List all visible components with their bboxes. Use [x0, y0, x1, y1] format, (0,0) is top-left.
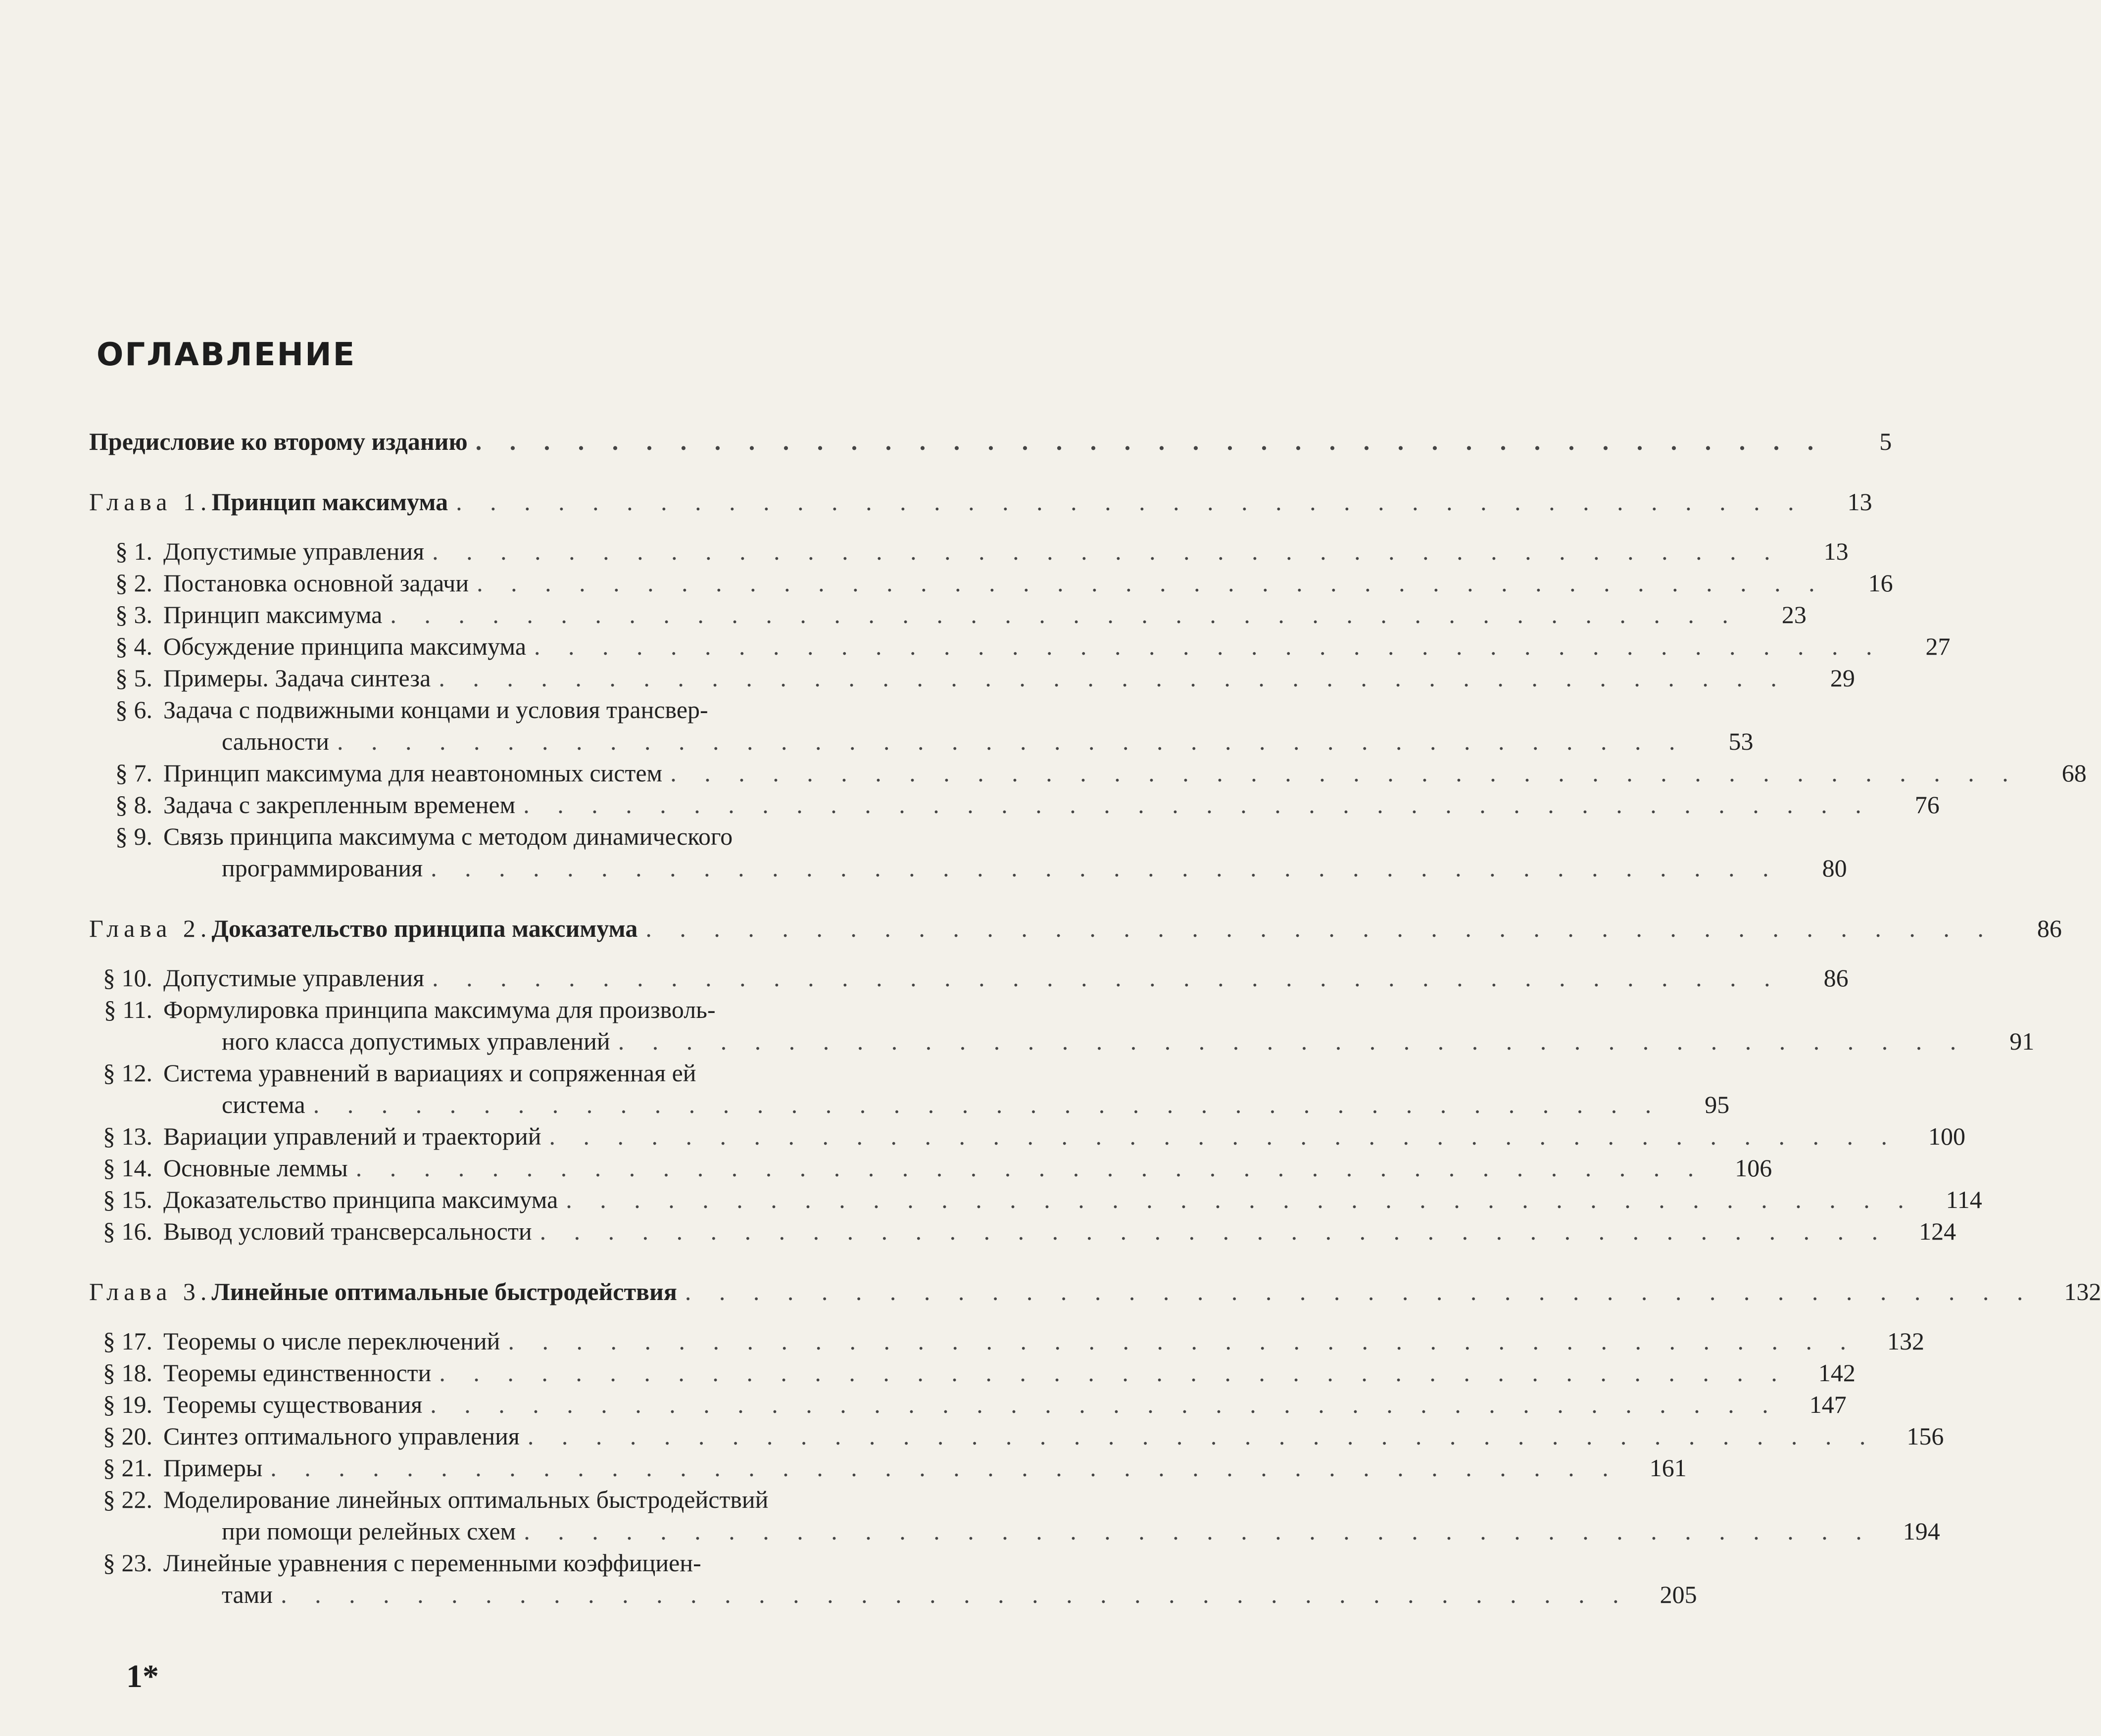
section-title-wrap: [89, 1579, 1638, 1610]
section-number: § 14.: [103, 1154, 152, 1182]
section-title: Теоремы существования: [163, 1391, 423, 1418]
spacer: [89, 944, 1133, 962]
page-number: 13: [1847, 488, 1872, 516]
page-number: 23: [1781, 601, 1807, 628]
preface-title-wrap: [89, 426, 1832, 457]
section-title: Принцип максимума для неавтономных систем: [163, 759, 663, 787]
toc-section-entry: [89, 1057, 1133, 1089]
leader-dots: . . . . . . . . . . . . . . . . . . . . . . . . . . . . . . . . . . . . . . . .: [618, 1027, 1967, 1055]
section-title-wrap: [89, 1515, 1881, 1547]
page-number: 29: [1830, 664, 1855, 692]
page-number: 161: [1649, 1454, 1687, 1482]
section-number: § 6.: [115, 696, 152, 723]
toc-section-entry: [89, 1120, 1966, 1152]
section-title: Основные леммы: [163, 1154, 348, 1182]
section-number: § 9.: [115, 822, 152, 850]
toc-chapter-2: [89, 913, 2062, 944]
toc-section-entry: [89, 994, 1133, 1025]
section-title: сальности: [222, 727, 329, 755]
section-title-wrap: [163, 820, 1074, 852]
chapter-title: Принцип максимума: [211, 488, 448, 516]
section-title-wrap: [89, 1025, 1975, 1057]
section-number: § 11.: [103, 996, 152, 1023]
section-title-wrap: [89, 725, 1694, 757]
section-number: § 17.: [103, 1327, 152, 1355]
leader-dots: . . . . . . . . . . . . . . . . . . . . . . . . . . . . . . . . . . . . . . . .: [508, 1327, 1857, 1355]
chapter-label: Глава 3.: [89, 1278, 212, 1305]
chapter-heading: [89, 913, 2003, 944]
leader-dots: . . . . . . . . . . . . . . . . . . . . . . . . . . . . . . . . . . . . . . . .: [313, 1091, 1662, 1118]
page-number: 156: [1906, 1422, 1944, 1450]
section-number: § 1.: [115, 537, 152, 565]
section-title-wrap: [163, 1325, 1865, 1357]
signature-mark: 1*: [126, 1658, 159, 1694]
page-number: 86: [2037, 915, 2062, 942]
section-title: Постановка основной задачи: [163, 569, 469, 597]
section-title: Система уравнений в вариациях и сопряженная ей: [163, 1059, 696, 1087]
page-number: 106: [1735, 1154, 1772, 1182]
section-title-wrap: [89, 852, 1788, 884]
toc-section-continuation: [89, 852, 1847, 884]
page-number: 132: [2064, 1278, 2101, 1305]
section-number: § 13.: [103, 1122, 152, 1150]
spacer: [89, 1247, 1133, 1276]
section-title-wrap: [163, 694, 1074, 725]
section-title-wrap: [163, 662, 1796, 694]
section-number: § 7.: [115, 759, 152, 787]
section-title: ного класса допустимых управлений: [222, 1027, 610, 1055]
section-title-wrap: [163, 599, 1747, 630]
section-number: § 10.: [103, 964, 152, 992]
section-title-wrap: [163, 630, 1891, 662]
page-number: 142: [1818, 1359, 1856, 1387]
page-number: 76: [1914, 791, 1940, 819]
section-title: Задача с закрепленным временем: [163, 791, 516, 819]
section-title-wrap: [163, 1152, 1712, 1184]
section-number: § 2.: [115, 569, 152, 597]
page-number: 91: [2009, 1027, 2035, 1055]
chapter-heading: [89, 486, 1813, 518]
toc-section-entry: [89, 1484, 1133, 1515]
section-title-wrap: [163, 757, 2027, 789]
section-title-wrap: [163, 1184, 1923, 1215]
leader-dots: . . . . . . . . . . . . . . . . . . . . . . . . . . . . . . . . . . . . . . . .: [456, 488, 1805, 516]
section-title: Вариации управлений и траекторий: [163, 1122, 541, 1150]
toc-chapter-1: [89, 486, 1872, 518]
section-number: § 19.: [103, 1391, 152, 1418]
toc-section-entry: [89, 1184, 1982, 1215]
toc-section-entry: [89, 1452, 1687, 1484]
chapter-label: Глава 1.: [89, 488, 212, 516]
leader-dots: . . . . . . . . . . . . . . . . . . . . . . . . . . . . . . . . . . . . . . . .: [523, 791, 1872, 819]
leader-dots: . . . . . . . . . . . . . . . . . . . . . . . . . . . . . . . . . . . . . . . .: [432, 964, 1781, 992]
leader-dots: . . . . . . . . . . . . . . . . . . . . . . . . . . . . . . . . . . . . . . . .: [645, 915, 1995, 942]
leader-dots: . . . . . . . . . . . . . . . . . . . . . . . . . . . . . . . . . . . . . . . .: [390, 601, 1739, 628]
section-title-wrap: [163, 535, 1789, 567]
section-title: Формулировка принципа максимума для произволь-: [163, 996, 716, 1023]
section-title-wrap: [163, 1420, 1884, 1452]
leader-dots: . . . . . . . . . . . . . . . . . . . . . . . . . . . . . . . . . . . . . . . .: [524, 1517, 1873, 1545]
section-title: Вывод условий трансверсальности: [163, 1217, 532, 1245]
leader-dots: . . . . . . . . . . . . . . . . . . . . . . . . . . . . . . . . . . . . . . . .: [431, 854, 1780, 882]
page-number: 27: [1925, 632, 1951, 660]
spacer: [89, 518, 1133, 535]
section-number: § 23.: [103, 1549, 152, 1577]
section-title: тами: [222, 1581, 273, 1608]
toc-section-entry: [89, 1215, 1956, 1247]
page-number: 5: [1879, 428, 1892, 455]
page-number: 80: [1822, 854, 1847, 882]
toc-chapter-3: [89, 1276, 2101, 1307]
toc-section-entry: [89, 694, 1133, 725]
toc-section-entry: [89, 757, 2087, 789]
toc-section-entry: [89, 820, 1133, 852]
section-title-wrap: [163, 1057, 1074, 1089]
leader-dots: . . . . . . . . . . . . . . . . . . . . . . . . . . . . . . . . . . . . . . . .: [670, 759, 2019, 787]
preface-title: Предисловие ко второму изданию: [89, 428, 468, 455]
page-number: 53: [1728, 727, 1754, 755]
section-number: § 20.: [103, 1422, 152, 1450]
section-number: § 3.: [115, 601, 152, 628]
section-title-wrap: [163, 1215, 1897, 1247]
page-title: ОГЛАВЛЕНИЕ: [97, 337, 356, 373]
leader-dots: . . . . . . . . . . . . . . . . . . . . . . . . . . . . . . . . . . . . . . . .: [337, 727, 1686, 755]
page-number: 16: [1868, 569, 1893, 597]
toc-section-entry: [89, 789, 1940, 820]
section-number: § 21.: [103, 1454, 152, 1482]
section-title: Примеры. Задача синтеза: [163, 664, 431, 692]
spacer: [89, 457, 1133, 486]
section-title-wrap: [89, 1089, 1670, 1120]
page-number: 147: [1809, 1391, 1847, 1418]
toc-section-entry: [89, 962, 1849, 994]
toc-section-entry: [89, 1389, 1847, 1420]
section-title: программирования: [222, 854, 423, 882]
section-number: § 18.: [103, 1359, 152, 1387]
page-number: 124: [1919, 1217, 1956, 1245]
leader-dots: . . . . . . . . . . . . . . . . . . . . . . . . . . . . . . . . . . . . . . . .: [281, 1581, 1630, 1608]
leader-dots: . . . . . . . . . . . . . . . . . . . . . . . . . . . . . . . . . . . . . . . .: [270, 1454, 1619, 1482]
leader-dots: . . . . . . . . . . . . . . . . . . . . . . . . . . . . . . . . . . . . . . . .: [684, 1278, 2034, 1305]
leader-dots: . . . . . . . . . . . . . . . . . . . . . . . . . . . . . . . . . . . . . . . .: [539, 1217, 1889, 1245]
toc-section-entry: [89, 599, 1807, 630]
spacer: [89, 884, 1133, 913]
section-title-wrap: [163, 994, 1074, 1025]
page-number: 86: [1823, 964, 1849, 992]
page-number: 114: [1946, 1186, 1982, 1213]
section-number: § 8.: [115, 791, 152, 819]
section-title-wrap: [163, 1357, 1796, 1389]
chapter-label: Глава 2.: [89, 915, 212, 942]
toc-section-continuation: [89, 1089, 1730, 1120]
toc-section-entry: [89, 1152, 1772, 1184]
leader-dots: . . . . . . . . . . . . . . . . . . . . . . . . . . . . . . . . . . . . . . . .: [355, 1154, 1705, 1182]
section-number: § 5.: [115, 664, 152, 692]
section-title: Допустимые управления: [163, 964, 425, 992]
section-title: Примеры: [163, 1454, 263, 1482]
section-title: Связь принципа максимума с методом динамического: [163, 822, 733, 850]
section-title-wrap: [163, 1452, 1627, 1484]
toc-section-entry: [89, 662, 1855, 694]
section-title: Обсуждение принципа максимума: [163, 632, 527, 660]
section-title: при помощи релейных схем: [222, 1517, 516, 1545]
section-title: Синтез оптимального управления: [163, 1422, 520, 1450]
toc-section-entry: [89, 1357, 1856, 1389]
spacer: [89, 1307, 1133, 1325]
leader-dots: . . . . . . . . . . . . . . . . . . . . . . . . . . . . . . . . . . . . . . . .: [527, 1422, 1877, 1450]
section-title: Теоремы единственности: [163, 1359, 432, 1387]
toc-entry-preface: [89, 426, 1892, 457]
toc-section-entry: [89, 1547, 1133, 1579]
section-number: § 4.: [115, 632, 152, 660]
toc-section-entry: [89, 1325, 1924, 1357]
section-title-wrap: [163, 1389, 1787, 1420]
page-number: 68: [2061, 759, 2087, 787]
section-title-wrap: [163, 789, 1880, 820]
table-of-contents: [89, 426, 2101, 1610]
page-number: 13: [1823, 537, 1849, 565]
toc-section-continuation: [89, 1025, 2035, 1057]
section-title: Доказательство принципа максимума: [163, 1186, 558, 1213]
section-title: система: [222, 1091, 305, 1118]
section-title-wrap: [163, 962, 1789, 994]
section-title: Задача с подвижными концами и условия трансвер-: [163, 696, 708, 723]
chapter-title: Доказательство принципа максимума: [211, 915, 638, 942]
toc-section-continuation: [89, 1579, 1697, 1610]
toc-section-entry: [89, 1420, 1944, 1452]
leader-dots: . . . . . . . . . . . . . . . . . . . . . . . . . . . . . . . . . . . . . . . .: [477, 569, 1826, 597]
section-title: Допустимые управления: [163, 537, 425, 565]
section-title-wrap: [163, 1120, 1906, 1152]
leader-dots: . . . . . . . . . . . . . . . . . . . . . . . . . . . . . . . . . . . . . . . .: [439, 1359, 1788, 1387]
chapter-heading: [89, 1276, 2042, 1307]
leader-dots: . . . . . . . . . . . . . . . . . . . . . . . . . . . . . . . . . . . . . . . .: [439, 664, 1788, 692]
leader-dots: . . . . . . . . . . . . . . . . . . . . . . . . . . . . . . . . . . . . . . . .: [475, 428, 1825, 455]
page-number: 95: [1705, 1091, 1730, 1118]
section-title: Линейные уравнения с переменными коэффициен-: [163, 1549, 701, 1577]
leader-dots: . . . . . . . . . . . . . . . . . . . . . . . . . . . . . . . . . . . . . . . .: [432, 537, 1781, 565]
leader-dots: . . . . . . . . . . . . . . . . . . . . . . . . . . . . . . . . . . . . . . . .: [566, 1186, 1915, 1213]
section-number: § 16.: [103, 1217, 152, 1245]
page-number: 132: [1887, 1327, 1924, 1355]
section-title: Теоремы о числе переключений: [163, 1327, 500, 1355]
toc-section-continuation: [89, 725, 1754, 757]
leader-dots: . . . . . . . . . . . . . . . . . . . . . . . . . . . . . . . . . . . . . . . .: [534, 632, 1883, 660]
section-title: Моделирование линейных оптимальных быстродействий: [163, 1486, 769, 1513]
section-number: § 22.: [103, 1486, 152, 1513]
section-number: § 15.: [103, 1186, 152, 1213]
page-number: 194: [1903, 1517, 1940, 1545]
section-title-wrap: [163, 1484, 1074, 1515]
section-number: § 12.: [103, 1059, 152, 1087]
chapter-title: Линейные оптимальные быстродействия: [211, 1278, 677, 1305]
toc-section-entry: [89, 567, 1893, 599]
page-number: 205: [1660, 1581, 1697, 1608]
leader-dots: . . . . . . . . . . . . . . . . . . . . . . . . . . . . . . . . . . . . . . . .: [430, 1391, 1779, 1418]
section-title-wrap: [163, 567, 1834, 599]
section-title-wrap: [163, 1547, 1074, 1579]
toc-section-entry: [89, 630, 1951, 662]
leader-dots: . . . . . . . . . . . . . . . . . . . . . . . . . . . . . . . . . . . . . . . .: [549, 1122, 1899, 1150]
toc-section-entry: [89, 535, 1849, 567]
page-number: 100: [1928, 1122, 1966, 1150]
section-title: Принцип максимума: [163, 601, 383, 628]
toc-section-continuation: [89, 1515, 1940, 1547]
